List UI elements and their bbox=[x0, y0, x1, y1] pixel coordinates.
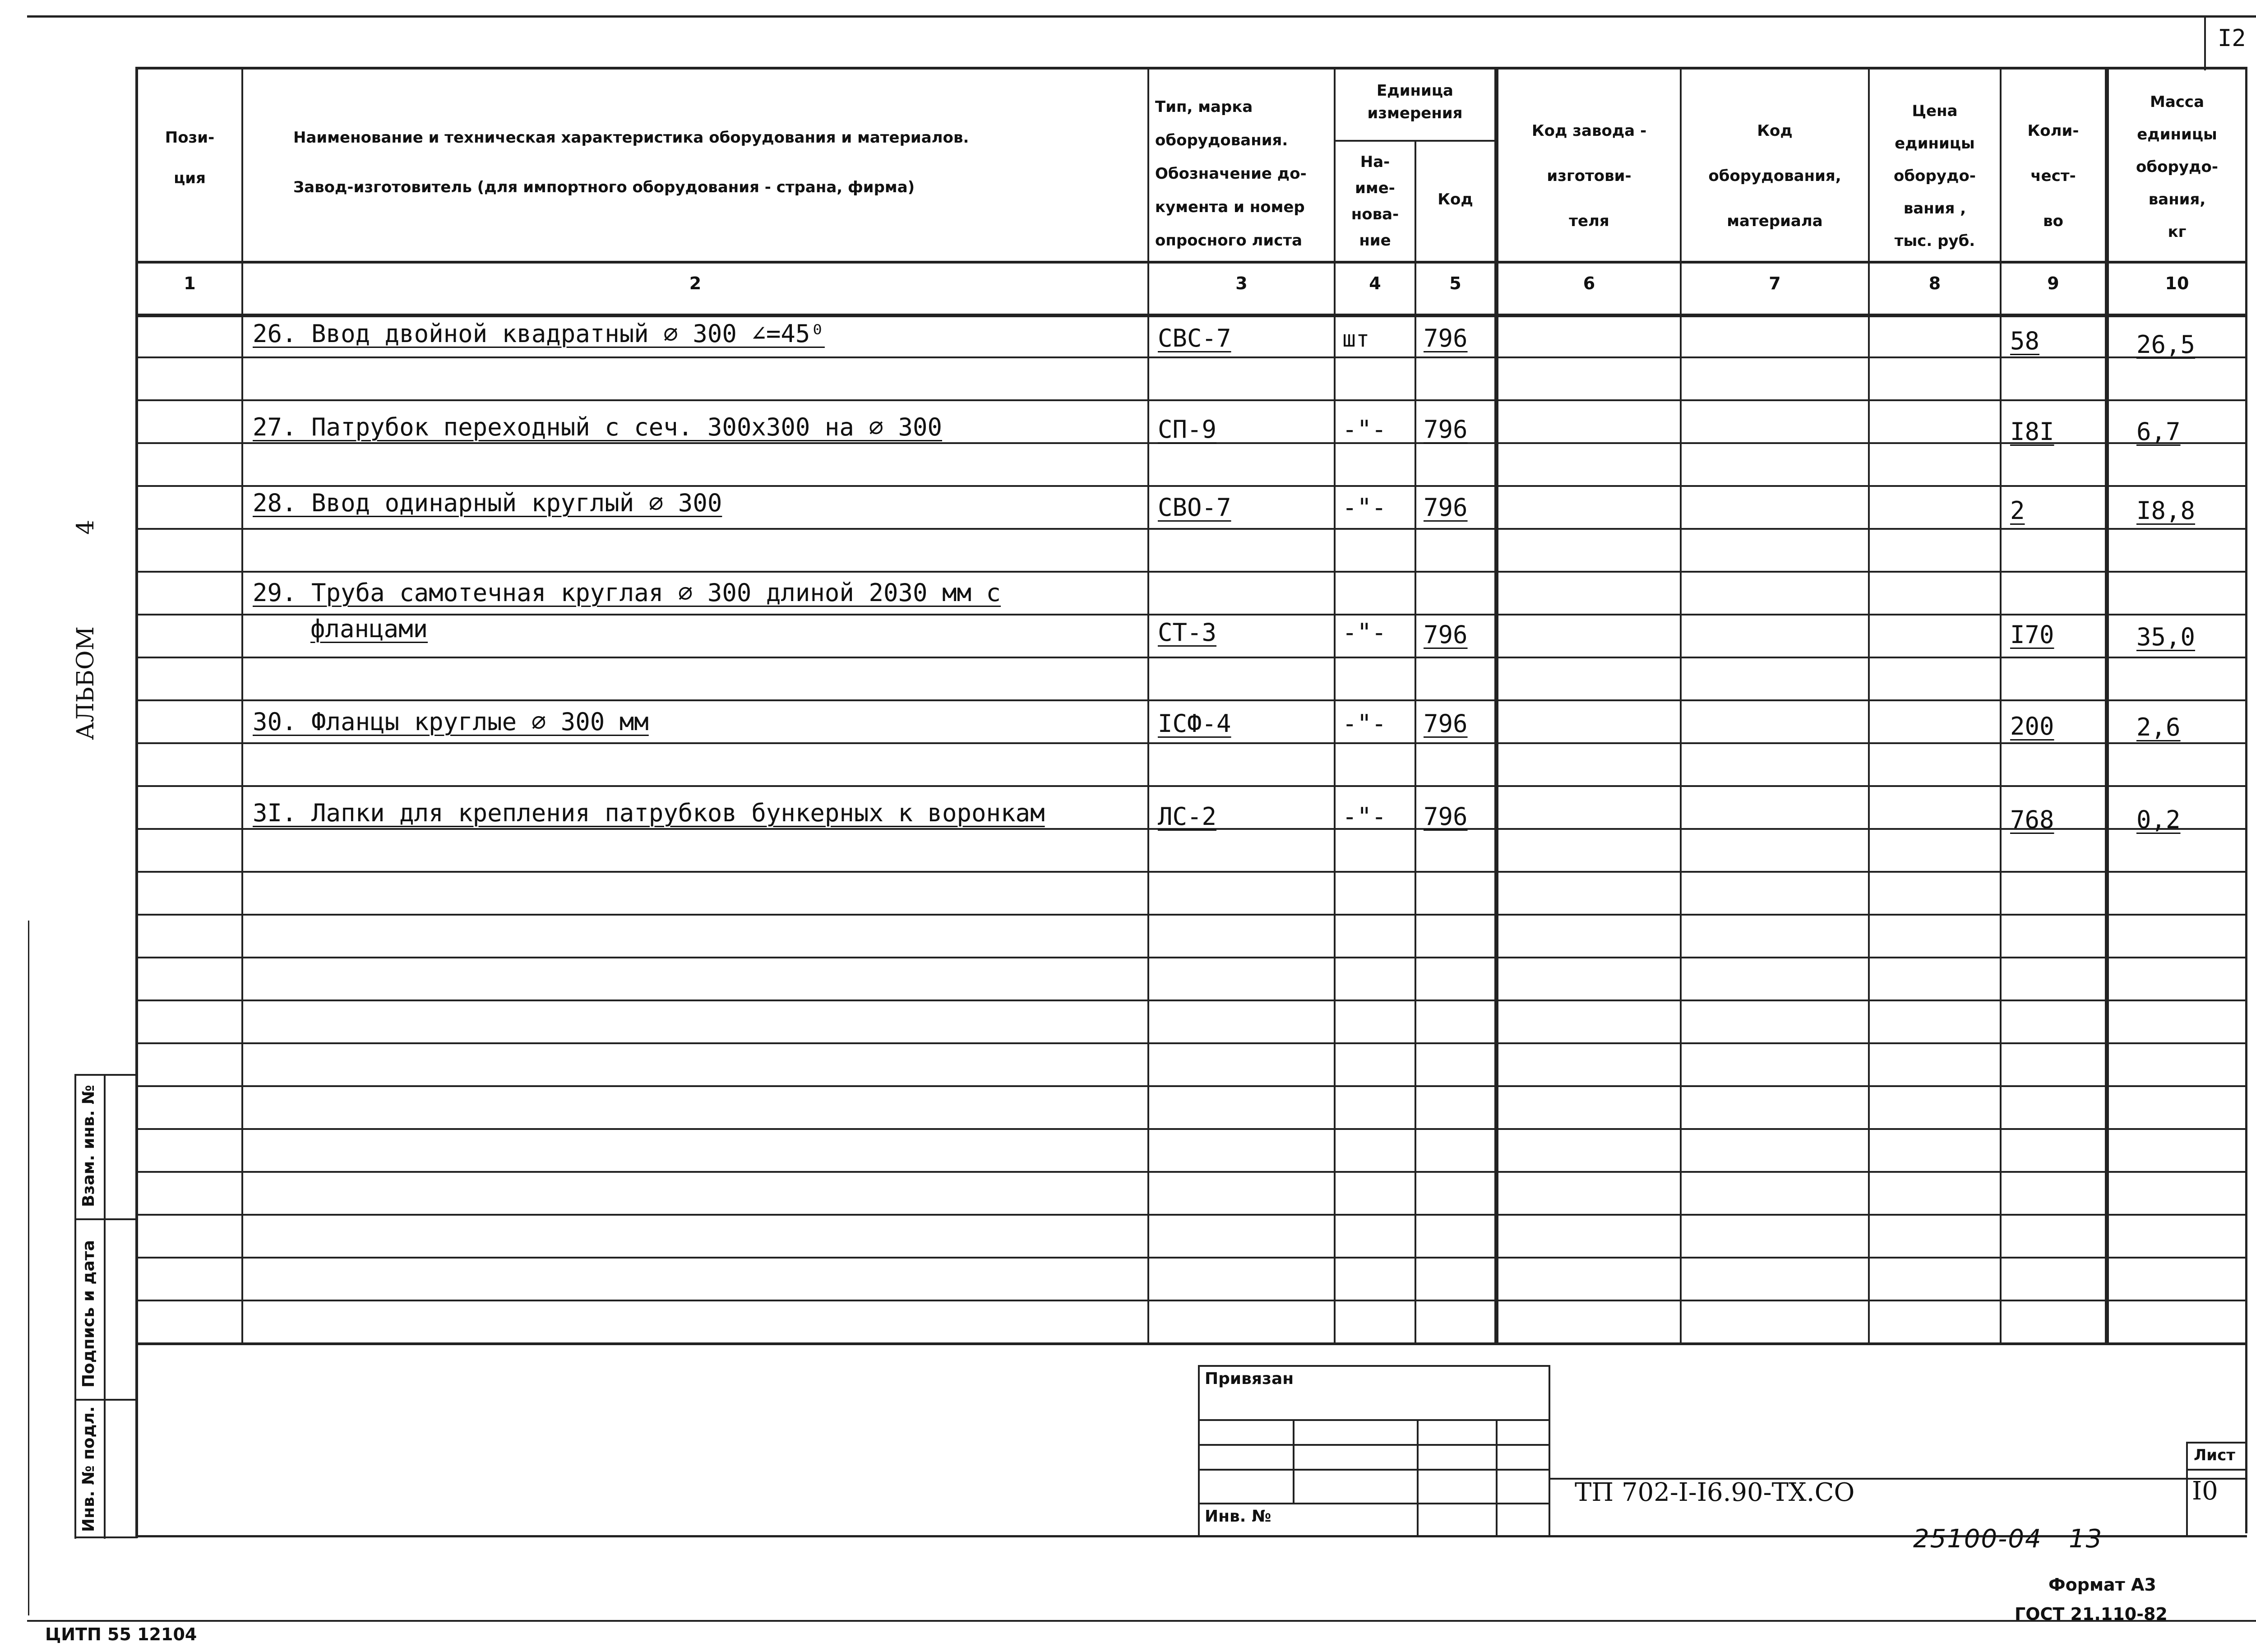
row-30-unit: -"- bbox=[1342, 709, 1387, 738]
format-label: Формат А3 bbox=[2048, 1575, 2156, 1595]
col-line-1 bbox=[241, 67, 243, 1345]
row-28-type: СВО-7 bbox=[1158, 493, 1231, 522]
side-vzam: Взам. инв. № bbox=[79, 1085, 98, 1207]
row-line bbox=[135, 1085, 2247, 1087]
colnum-7: 7 bbox=[1769, 273, 1781, 293]
colnum-4: 4 bbox=[1369, 273, 1381, 293]
row-28-unit: -"- bbox=[1342, 493, 1387, 522]
row-29-code: 796 bbox=[1424, 620, 1468, 649]
header-equipment-code: Код оборудования, материала bbox=[1708, 122, 1841, 230]
header-unit-name: На- име- нова- ние bbox=[1351, 153, 1399, 250]
header-name: Наименование и техническая характеристика оборудования и материалов. Завод-изготовитель (для импортного оборудования - страна, фирма) bbox=[293, 129, 969, 196]
side-stamp-line2 bbox=[74, 1399, 138, 1401]
colnum-3: 3 bbox=[1235, 273, 1248, 293]
privyazan-col2 bbox=[1417, 1419, 1419, 1536]
row-line bbox=[135, 1257, 2247, 1259]
colnum-8: 8 bbox=[1928, 273, 1941, 293]
gost-label: ГОСТ 21.110-82 bbox=[2015, 1604, 2168, 1624]
table-bottom bbox=[135, 1342, 2247, 1345]
list-box-left bbox=[2186, 1442, 2188, 1536]
row-line bbox=[135, 957, 2247, 958]
printer-label: ЦИТП 55 12104 bbox=[45, 1624, 197, 1644]
row-26-code: 796 bbox=[1424, 324, 1468, 352]
row-28-qty: 2 bbox=[2010, 496, 2025, 525]
list-box-top bbox=[2186, 1442, 2247, 1444]
row-30-code: 796 bbox=[1424, 709, 1468, 738]
row-29-qty: I70 bbox=[2010, 620, 2054, 649]
side-stamp-top bbox=[74, 1074, 138, 1076]
album-label-text: АЛЬБОМ bbox=[72, 626, 99, 740]
document-code: ТП 702-I-I6.90-ТХ.СО bbox=[1575, 1478, 1855, 1507]
row-line bbox=[135, 785, 2247, 787]
row-26-type: СВС-7 bbox=[1158, 324, 1231, 352]
col-line-5 bbox=[1494, 67, 1498, 1345]
colnum-bottom bbox=[135, 314, 2247, 317]
list-label: Лист bbox=[2194, 1446, 2235, 1464]
row-line bbox=[135, 399, 2247, 401]
row-29-unit: -"- bbox=[1342, 618, 1387, 647]
row-27-type: СП-9 bbox=[1158, 415, 1217, 444]
row-31-name: 3I. Лапки для крепления патрубков бункерных к воронкам bbox=[253, 799, 1045, 827]
row-line bbox=[135, 1171, 2247, 1173]
row-31-unit: -"- bbox=[1342, 802, 1387, 831]
row-line bbox=[135, 571, 2247, 573]
row-29-type: СТ-3 bbox=[1158, 618, 1217, 647]
col-line-4 bbox=[1415, 140, 1416, 1345]
privyazan-top bbox=[1198, 1365, 1550, 1367]
colnum-2: 2 bbox=[689, 273, 702, 293]
privyazan-col1 bbox=[1293, 1419, 1294, 1503]
row-29-mass: 35,0 bbox=[2136, 623, 2196, 651]
row-31-type: ЛС-2 bbox=[1158, 802, 1217, 831]
row-29-name-cont: фланцами bbox=[310, 615, 428, 643]
header-unit-code: Код bbox=[1438, 190, 1473, 208]
sheet-box-left bbox=[2204, 16, 2206, 70]
handwritten-number: 25100-04 13 bbox=[1913, 1524, 2103, 1554]
row-28-code: 796 bbox=[1424, 493, 1468, 522]
side-podpis: Подпись и дата bbox=[79, 1240, 98, 1388]
album-number: 4 bbox=[72, 519, 99, 535]
sheet-number-top: I2 bbox=[2218, 25, 2246, 52]
row-27-code: 796 bbox=[1424, 415, 1468, 444]
row-line bbox=[135, 485, 2247, 487]
row-30-name: 30. Фланцы круглые ∅ 300 мм bbox=[253, 708, 649, 736]
side-stamp-bottom bbox=[74, 1536, 138, 1538]
row-line bbox=[135, 1000, 2247, 1001]
row-line bbox=[135, 1214, 2247, 1216]
colnum-9: 9 bbox=[2047, 273, 2059, 293]
inv-no-label: Инв. № bbox=[1205, 1507, 1271, 1526]
row-line bbox=[135, 742, 2247, 744]
row-26-name: 26. Ввод двойной квадратный ∅ 300 ∠=45⁰ bbox=[253, 319, 825, 348]
col-line-8 bbox=[2000, 67, 2002, 1345]
side-stamp-mid bbox=[104, 1074, 106, 1539]
row-28-mass: I8,8 bbox=[2136, 496, 2196, 525]
row-31-code: 796 bbox=[1424, 802, 1468, 831]
row-27-name: 27. Патрубок переходный с сеч. 300х300 на ∅ 300 bbox=[253, 413, 943, 441]
row-line bbox=[135, 914, 2247, 916]
list-box-mid bbox=[2186, 1469, 2247, 1471]
row-line bbox=[135, 699, 2247, 701]
colnum-1: 1 bbox=[184, 273, 196, 293]
row-29-name: 29. Труба самотечная круглая ∅ 300 длиной 2030 мм с bbox=[253, 578, 1001, 607]
album-label bbox=[72, 520, 99, 740]
header-plant-code: Код завода - изготови- теля bbox=[1531, 122, 1647, 230]
row-line bbox=[135, 356, 2247, 358]
row-30-type: IСФ-4 bbox=[1158, 709, 1231, 738]
header-quantity: Коли- чест- во bbox=[2027, 122, 2079, 230]
top-border bbox=[27, 15, 2256, 18]
privyazan-col3 bbox=[1496, 1419, 1498, 1536]
row-30-qty: 200 bbox=[2010, 712, 2054, 740]
list-number: I0 bbox=[2192, 1476, 2218, 1506]
row-28-name: 28. Ввод одинарный круглый ∅ 300 bbox=[253, 489, 722, 517]
col-line-7 bbox=[1868, 67, 1870, 1345]
bottom-border bbox=[27, 1620, 2256, 1622]
left-edge bbox=[28, 921, 29, 1615]
row-31-qty: 768 bbox=[2010, 805, 2054, 834]
row-30-mass: 2,6 bbox=[2136, 713, 2181, 741]
col-line-9 bbox=[2105, 67, 2109, 1345]
row-27-unit: -"- bbox=[1342, 415, 1387, 444]
header-mass: Масса единицы оборудо- вания, кг bbox=[2136, 93, 2218, 241]
row-line bbox=[135, 1042, 2247, 1044]
header-type: Тип, марка оборудования. Обозначение до- кумента и номер опросного листа bbox=[1155, 98, 1307, 250]
privyazan-label: Привязан bbox=[1205, 1370, 1294, 1388]
col-line-6 bbox=[1680, 67, 1682, 1345]
header-price: Цена единицы оборудо- вания , тыс. руб. bbox=[1894, 102, 1976, 250]
col-line-2 bbox=[1147, 67, 1149, 1345]
row-line bbox=[135, 528, 2247, 530]
side-stamp-left bbox=[74, 1074, 76, 1539]
col-line-3 bbox=[1334, 67, 1336, 1345]
colnum-5: 5 bbox=[1449, 273, 1461, 293]
header-position: Пози- ция bbox=[165, 129, 215, 187]
row-26-qty: 58 bbox=[2010, 327, 2040, 355]
row-line bbox=[135, 614, 2247, 615]
colnum-6: 6 bbox=[1583, 273, 1595, 293]
table-top bbox=[135, 67, 2247, 69]
row-26-mass: 26,5 bbox=[2136, 330, 2196, 359]
colnum-10: 10 bbox=[2165, 273, 2189, 293]
privyazan-left bbox=[1198, 1365, 1200, 1536]
row-line bbox=[135, 657, 2247, 658]
row-line bbox=[135, 871, 2247, 873]
header-unit-group: Единица измерения bbox=[1367, 82, 1463, 122]
row-31-mass: 0,2 bbox=[2136, 805, 2181, 834]
row-27-qty: I8I bbox=[2010, 417, 2054, 446]
row-line bbox=[135, 1128, 2247, 1130]
row-26-unit: шт bbox=[1342, 326, 1370, 352]
row-27-mass: 6,7 bbox=[2136, 417, 2181, 446]
header-bottom bbox=[135, 261, 2247, 264]
privyazan-right bbox=[1549, 1365, 1550, 1536]
col-line-10 bbox=[2245, 67, 2247, 1533]
side-inv-podl: Инв. № подл. bbox=[79, 1406, 98, 1532]
side-stamp-line1 bbox=[74, 1218, 138, 1220]
row-line bbox=[135, 1300, 2247, 1301]
